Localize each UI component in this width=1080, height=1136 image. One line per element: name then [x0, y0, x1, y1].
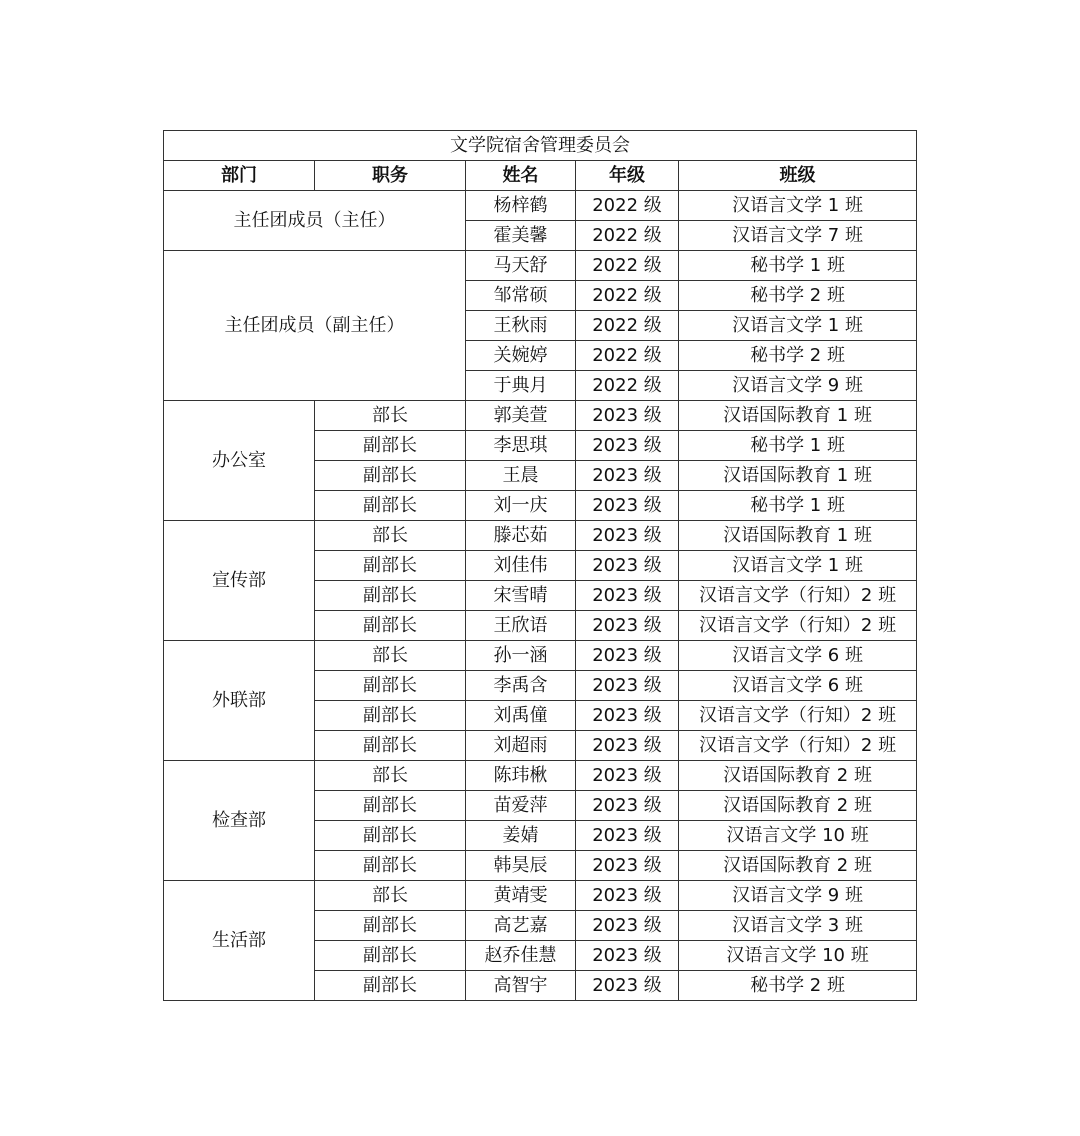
grade-cell: 2022 级: [576, 251, 679, 281]
role-cell: 部长: [315, 521, 466, 551]
grade-cell: 2023 级: [576, 671, 679, 701]
class-cell: 秘书学 2 班: [679, 341, 917, 371]
name-cell: 关婉婷: [466, 341, 576, 371]
group-label: 宣传部: [164, 521, 315, 641]
class-cell: 汉语言文学（行知）2 班: [679, 701, 917, 731]
table-row: [164, 401, 917, 431]
class-cell: 汉语言文学 6 班: [679, 641, 917, 671]
name-cell: 李禹含: [466, 671, 576, 701]
class-cell: 汉语言文学（行知）2 班: [679, 611, 917, 641]
group-label: 主任团成员（主任）: [164, 191, 466, 251]
grade-cell: 2023 级: [576, 791, 679, 821]
class-cell: 秘书学 2 班: [679, 281, 917, 311]
name-cell: 高智宇: [466, 971, 576, 1001]
class-cell: 汉语言文学 7 班: [679, 221, 917, 251]
class-cell: 秘书学 1 班: [679, 251, 917, 281]
grade-cell: 2023 级: [576, 641, 679, 671]
role-cell: 部长: [315, 881, 466, 911]
name-cell: 王欣语: [466, 611, 576, 641]
header-role: 职务: [315, 161, 466, 191]
role-cell: 副部长: [315, 671, 466, 701]
role-cell: 部长: [315, 761, 466, 791]
name-cell: 刘佳伟: [466, 551, 576, 581]
grade-cell: 2022 级: [576, 221, 679, 251]
grade-cell: 2023 级: [576, 581, 679, 611]
class-cell: 汉语言文学 1 班: [679, 551, 917, 581]
name-cell: 刘一庆: [466, 491, 576, 521]
header-class: 班级: [679, 161, 917, 191]
grade-cell: 2023 级: [576, 941, 679, 971]
role-cell: 副部长: [315, 701, 466, 731]
grade-cell: 2023 级: [576, 851, 679, 881]
role-cell: 副部长: [315, 461, 466, 491]
group-label: 检查部: [164, 761, 315, 881]
class-cell: 汉语言文学 1 班: [679, 191, 917, 221]
name-cell: 韩昊辰: [466, 851, 576, 881]
name-cell: 刘超雨: [466, 731, 576, 761]
class-cell: 汉语言文学（行知）2 班: [679, 581, 917, 611]
header-row: [164, 161, 917, 191]
class-cell: 汉语国际教育 2 班: [679, 851, 917, 881]
table-row: [164, 761, 917, 791]
table-row: [164, 881, 917, 911]
class-cell: 汉语言文学 9 班: [679, 371, 917, 401]
role-cell: 副部长: [315, 911, 466, 941]
grade-cell: 2022 级: [576, 341, 679, 371]
group-label: 外联部: [164, 641, 315, 761]
grade-cell: 2022 级: [576, 191, 679, 221]
grade-cell: 2023 级: [576, 701, 679, 731]
class-cell: 汉语国际教育 1 班: [679, 461, 917, 491]
table-row: [164, 191, 917, 221]
name-cell: 于典月: [466, 371, 576, 401]
table-title: 文学院宿舍管理委员会: [164, 131, 917, 161]
name-cell: 霍美馨: [466, 221, 576, 251]
role-cell: 部长: [315, 401, 466, 431]
name-cell: 杨梓鹤: [466, 191, 576, 221]
class-cell: 汉语言文学 3 班: [679, 911, 917, 941]
role-cell: 副部长: [315, 941, 466, 971]
table-row: [164, 251, 917, 281]
name-cell: 高艺嘉: [466, 911, 576, 941]
group-label: 办公室: [164, 401, 315, 521]
table-row: [164, 521, 917, 551]
class-cell: 汉语国际教育 2 班: [679, 761, 917, 791]
role-cell: 副部长: [315, 821, 466, 851]
class-cell: 汉语言文学 1 班: [679, 311, 917, 341]
grade-cell: 2023 级: [576, 401, 679, 431]
grade-cell: 2023 级: [576, 761, 679, 791]
name-cell: 赵乔佳慧: [466, 941, 576, 971]
grade-cell: 2023 级: [576, 821, 679, 851]
role-cell: 副部长: [315, 581, 466, 611]
grade-cell: 2023 级: [576, 911, 679, 941]
name-cell: 黄靖雯: [466, 881, 576, 911]
name-cell: 陈玮楸: [466, 761, 576, 791]
name-cell: 苗爱萍: [466, 791, 576, 821]
header-grade: 年级: [576, 161, 679, 191]
header-dept: 部门: [164, 161, 315, 191]
role-cell: 副部长: [315, 491, 466, 521]
class-cell: 汉语言文学 10 班: [679, 821, 917, 851]
grade-cell: 2023 级: [576, 521, 679, 551]
role-cell: 副部长: [315, 431, 466, 461]
class-cell: 秘书学 1 班: [679, 431, 917, 461]
class-cell: 秘书学 2 班: [679, 971, 917, 1001]
class-cell: 汉语言文学 9 班: [679, 881, 917, 911]
name-cell: 滕芯茹: [466, 521, 576, 551]
role-cell: 副部长: [315, 851, 466, 881]
committee-table: [163, 130, 917, 1001]
grade-cell: 2023 级: [576, 491, 679, 521]
grade-cell: 2023 级: [576, 461, 679, 491]
title-row: [164, 131, 917, 161]
class-cell: 秘书学 1 班: [679, 491, 917, 521]
grade-cell: 2022 级: [576, 281, 679, 311]
class-cell: 汉语国际教育 2 班: [679, 791, 917, 821]
grade-cell: 2022 级: [576, 371, 679, 401]
class-cell: 汉语言文学（行知）2 班: [679, 731, 917, 761]
role-cell: 副部长: [315, 731, 466, 761]
grade-cell: 2023 级: [576, 551, 679, 581]
name-cell: 宋雪晴: [466, 581, 576, 611]
class-cell: 汉语国际教育 1 班: [679, 401, 917, 431]
name-cell: 李思琪: [466, 431, 576, 461]
name-cell: 王晨: [466, 461, 576, 491]
role-cell: 副部长: [315, 791, 466, 821]
grade-cell: 2022 级: [576, 311, 679, 341]
name-cell: 马天舒: [466, 251, 576, 281]
grade-cell: 2023 级: [576, 611, 679, 641]
role-cell: 副部长: [315, 611, 466, 641]
name-cell: 邹常硕: [466, 281, 576, 311]
header-name: 姓名: [466, 161, 576, 191]
role-cell: 副部长: [315, 971, 466, 1001]
name-cell: 孙一涵: [466, 641, 576, 671]
grade-cell: 2023 级: [576, 431, 679, 461]
grade-cell: 2023 级: [576, 731, 679, 761]
class-cell: 汉语国际教育 1 班: [679, 521, 917, 551]
role-cell: 副部长: [315, 551, 466, 581]
grade-cell: 2023 级: [576, 971, 679, 1001]
grade-cell: 2023 级: [576, 881, 679, 911]
group-label: 生活部: [164, 881, 315, 1001]
name-cell: 姜婧: [466, 821, 576, 851]
class-cell: 汉语言文学 6 班: [679, 671, 917, 701]
role-cell: 部长: [315, 641, 466, 671]
table-row: [164, 641, 917, 671]
name-cell: 郭美萱: [466, 401, 576, 431]
group-label: 主任团成员（副主任）: [164, 251, 466, 401]
name-cell: 王秋雨: [466, 311, 576, 341]
class-cell: 汉语言文学 10 班: [679, 941, 917, 971]
name-cell: 刘禹僮: [466, 701, 576, 731]
